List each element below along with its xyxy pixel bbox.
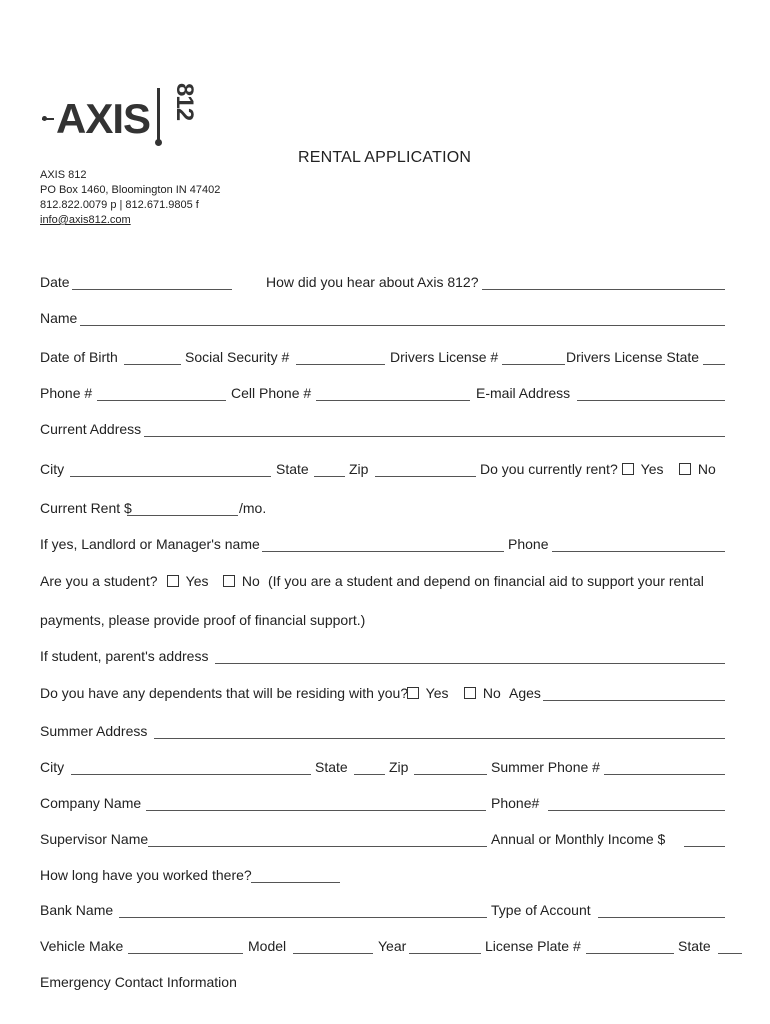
student-no-checkbox[interactable] — [223, 575, 235, 587]
phone-label: Phone # — [40, 385, 93, 401]
city-label: City — [40, 461, 65, 477]
company-email[interactable]: info@axis812.com — [40, 214, 131, 226]
logo-bar-dot — [155, 139, 162, 146]
logo-number: 812 — [171, 83, 198, 121]
form-title: RENTAL APPLICATION — [298, 149, 472, 166]
account-type-label: Type of Account — [491, 902, 591, 918]
dob-label: Date of Birth — [40, 349, 118, 365]
summer-city-label: City — [40, 759, 65, 775]
how-long-field[interactable] — [251, 882, 340, 883]
date-label: Date — [40, 274, 70, 290]
company-name: AXIS 812 — [40, 169, 87, 181]
summer-zip-label: Zip — [389, 759, 409, 775]
bank-label: Bank Name — [40, 902, 114, 918]
hear-field[interactable] — [482, 289, 725, 290]
company-phones: 812.822.0079 p | 812.671.9805 f — [40, 199, 199, 211]
plate-field[interactable] — [586, 953, 674, 954]
rent-question: Do you currently rent? — [480, 461, 618, 477]
dependents-yes-checkbox[interactable] — [407, 687, 419, 699]
summer-phone-label: Summer Phone # — [491, 759, 600, 775]
dl-label: Drivers License # — [390, 349, 499, 365]
landlord-phone-field[interactable] — [552, 551, 725, 552]
year-field[interactable] — [409, 953, 481, 954]
vehicle-state-field[interactable] — [718, 953, 742, 954]
summer-state-label: State — [315, 759, 348, 775]
student-note-line2: payments, please provide proof of financial support.) — [40, 612, 366, 628]
state-label: State — [276, 461, 309, 477]
vehicle-state-label: State — [678, 938, 711, 954]
summer-zip-field[interactable] — [414, 774, 487, 775]
hear-label: How did you hear about Axis 812? — [266, 274, 479, 290]
rent-yes-option[interactable] — [620, 461, 663, 477]
dob-field[interactable] — [124, 364, 181, 365]
income-label: Annual or Monthly Income $ — [491, 831, 666, 847]
city-field[interactable] — [70, 476, 271, 477]
logo-word: AXIS — [56, 95, 151, 142]
dl-state-field[interactable] — [703, 364, 725, 365]
dependents-yes-label: Yes — [425, 685, 449, 701]
rent-yes-checkbox[interactable] — [622, 463, 634, 475]
how-long-label: How long have you worked there? — [40, 867, 252, 883]
summer-state-field[interactable] — [354, 774, 385, 775]
dependents-question: Do you have any dependents that will be residing with you? — [40, 685, 409, 701]
parent-address-label: If student, parent's address — [40, 648, 209, 664]
summer-address-field[interactable] — [154, 738, 725, 739]
bank-field[interactable] — [119, 917, 487, 918]
student-no-option[interactable] — [221, 573, 260, 589]
ssn-field[interactable] — [296, 364, 385, 365]
model-field[interactable] — [293, 953, 373, 954]
name-label: Name — [40, 310, 78, 326]
emergency-label: Emergency Contact Information — [40, 974, 237, 990]
company-phone-label: Phone# — [491, 795, 540, 811]
vehicle-field[interactable] — [128, 953, 243, 954]
rent-yes-label: Yes — [640, 461, 664, 477]
ssn-label: Social Security # — [185, 349, 290, 365]
rent-no-label: No — [697, 461, 716, 477]
rent-no-checkbox[interactable] — [679, 463, 691, 475]
plate-label: License Plate # — [485, 938, 581, 954]
summer-city-field[interactable] — [71, 774, 311, 775]
dl-state-label: Drivers License State — [566, 349, 700, 365]
logo — [42, 83, 198, 146]
logo-bar — [157, 88, 160, 142]
rent-no-option[interactable] — [677, 461, 716, 477]
cell-field[interactable] — [316, 400, 470, 401]
student-question: Are you a student? — [40, 573, 158, 589]
student-yes-option[interactable] — [165, 573, 208, 589]
company-name-field[interactable] — [146, 810, 486, 811]
email-field[interactable] — [577, 400, 725, 401]
ages-field[interactable] — [543, 700, 725, 701]
email-label: E-mail Address — [476, 385, 571, 401]
current-address-label: Current Address — [40, 421, 142, 437]
dependents-no-checkbox[interactable] — [464, 687, 476, 699]
per-month-label: /mo. — [239, 500, 267, 516]
parent-address-field[interactable] — [215, 663, 725, 664]
state-field[interactable] — [314, 476, 345, 477]
landlord-field[interactable] — [262, 551, 504, 552]
summer-address-label: Summer Address — [40, 723, 148, 739]
dependents-no-label: No — [482, 685, 501, 701]
student-yes-checkbox[interactable] — [167, 575, 179, 587]
income-field[interactable] — [684, 846, 725, 847]
student-note-line1: (If you are a student and depend on financial aid to support your rental — [268, 573, 704, 589]
zip-field[interactable] — [375, 476, 476, 477]
summer-phone-field[interactable] — [604, 774, 725, 775]
vehicle-label: Vehicle Make — [40, 938, 124, 954]
model-label: Model — [248, 938, 287, 954]
zip-label: Zip — [349, 461, 369, 477]
company-address: PO Box 1460, Bloomington IN 47402 — [40, 184, 221, 196]
student-yes-label: Yes — [185, 573, 209, 589]
name-field[interactable] — [80, 325, 725, 326]
ages-label: Ages — [509, 685, 541, 701]
phone-field[interactable] — [97, 400, 226, 401]
dependents-no-option[interactable] — [462, 685, 501, 701]
dl-field[interactable] — [502, 364, 565, 365]
supervisor-field[interactable] — [148, 846, 487, 847]
current-rent-field[interactable] — [127, 515, 238, 516]
landlord-phone-label: Phone — [508, 536, 549, 552]
year-label: Year — [378, 938, 407, 954]
cell-label: Cell Phone # — [231, 385, 312, 401]
landlord-label: If yes, Landlord or Manager's name — [40, 536, 260, 552]
logo-dot — [42, 116, 47, 121]
student-no-label: No — [241, 573, 260, 589]
current-address-field[interactable] — [144, 436, 725, 437]
dependents-yes-option[interactable] — [405, 685, 448, 701]
company-name-label: Company Name — [40, 795, 142, 811]
company-phone-field[interactable] — [548, 810, 725, 811]
date-field[interactable] — [72, 289, 232, 290]
current-rent-label: Current Rent $ — [40, 500, 132, 516]
account-type-field[interactable] — [598, 917, 725, 918]
supervisor-label: Supervisor Name — [40, 831, 149, 847]
